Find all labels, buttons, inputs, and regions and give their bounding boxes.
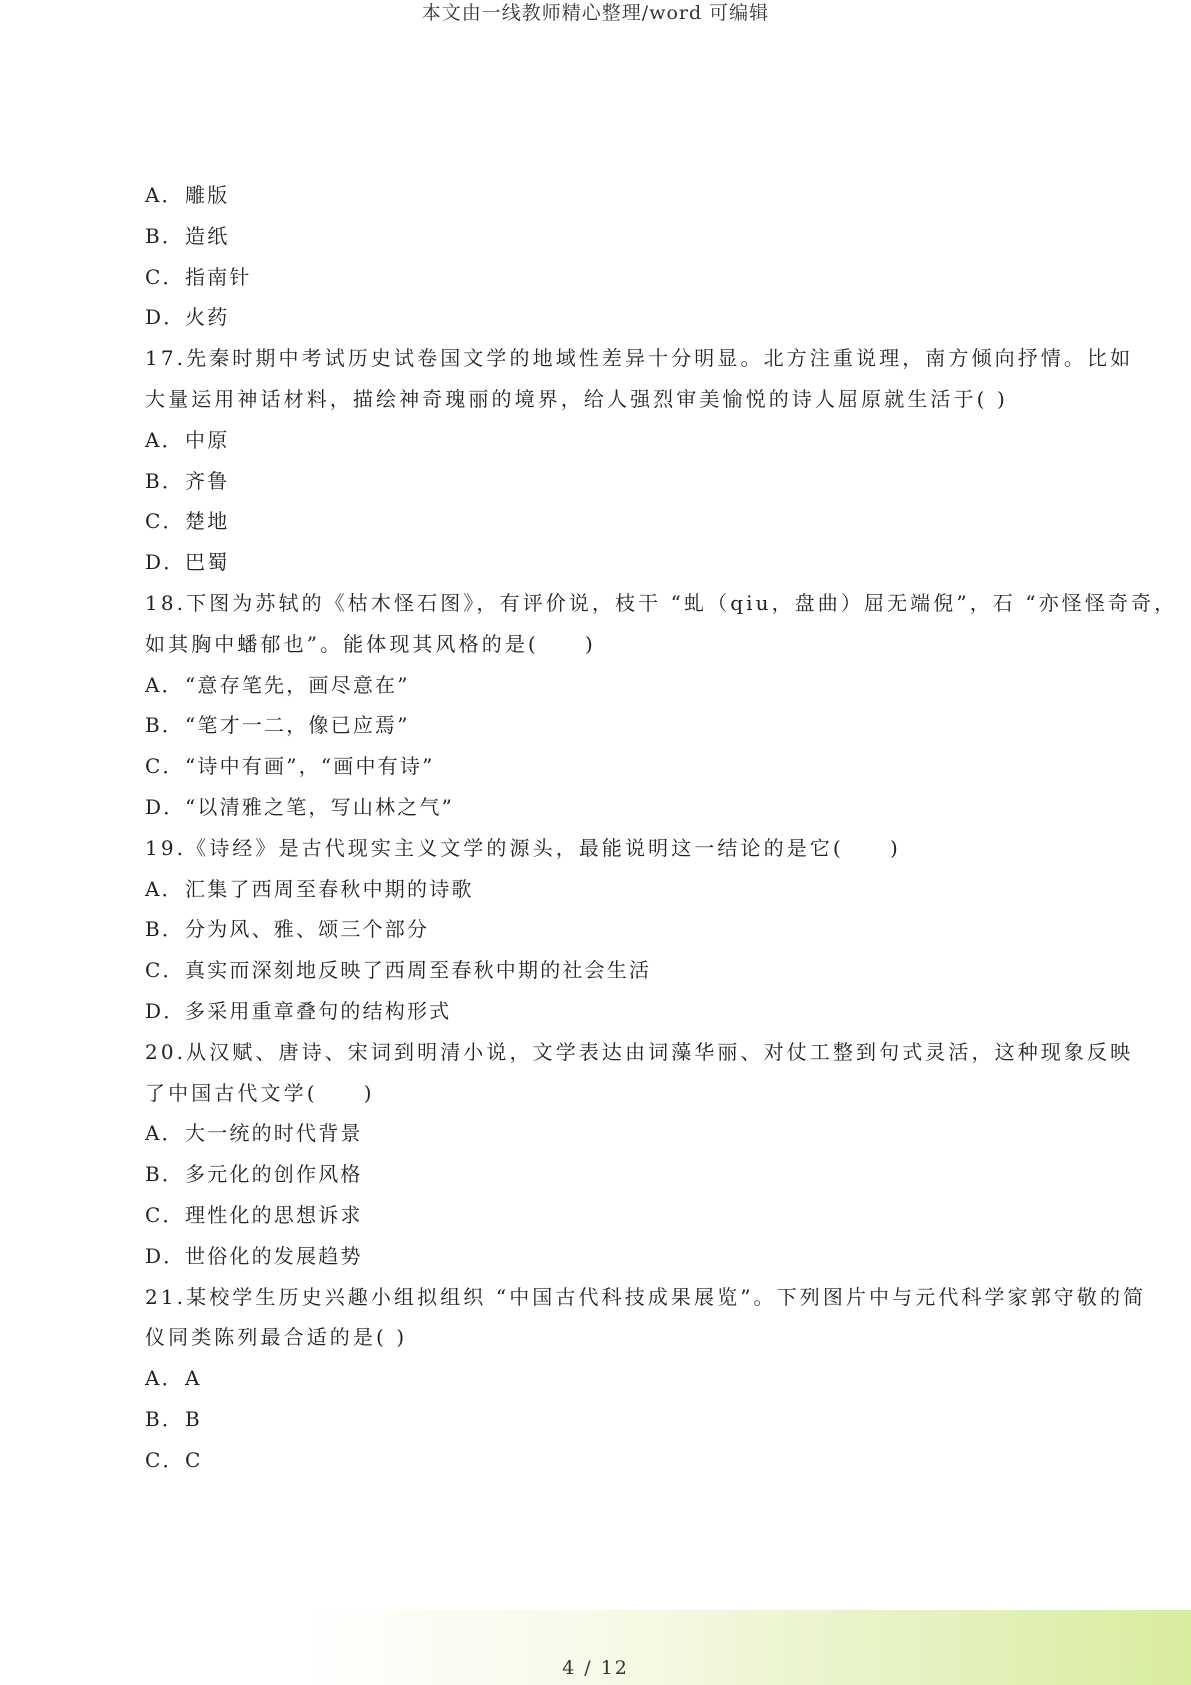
- option-text: 雕版: [185, 183, 230, 207]
- option-letter: B．: [145, 1406, 185, 1431]
- option-letter: B．: [145, 917, 185, 942]
- answer-option: [145, 1358, 1055, 1399]
- option-letter: D．: [145, 305, 186, 330]
- option-letter: B．: [145, 1162, 185, 1187]
- option-letter: D．: [145, 550, 186, 575]
- option-text: 分为风、雅、颂三个部分: [185, 917, 430, 942]
- answer-option: [145, 746, 1055, 787]
- option-letter: A．: [145, 1366, 184, 1391]
- option-letter: B．: [145, 468, 185, 493]
- option-text: “意存笔先，画尽意在”: [185, 672, 410, 697]
- option-text: 楚地: [185, 509, 230, 534]
- answer-option: [145, 991, 1055, 1032]
- question-stem: [145, 338, 1134, 420]
- option-text: C: [185, 1447, 203, 1472]
- document-body: [145, 175, 1178, 1481]
- answer-option: [145, 869, 1055, 910]
- option-text: 火药: [185, 305, 230, 330]
- answer-option: [145, 461, 1055, 502]
- option-letter: B．: [145, 713, 185, 738]
- question-line: 19.《诗经》是古代现实主义文学的源头，最能说明这一结论的是它( ): [145, 835, 901, 860]
- option-text: “以清雅之笔，写山林之气”: [185, 794, 455, 819]
- answer-option: [145, 175, 1055, 216]
- question-line: 如其胸中蟠郁也”。能体现其风格的是( ): [145, 631, 596, 656]
- option-letter: C．: [145, 1447, 185, 1472]
- answer-option: [145, 950, 1055, 991]
- answer-option: [145, 1236, 1055, 1277]
- question-line: 17.先秦时期中考试历史试卷国文学的地域性差异十分明显。北方注重说理，南方倾向抒情。比如: [145, 346, 1134, 371]
- option-text: 造纸: [185, 223, 230, 248]
- option-text: 巴蜀: [185, 550, 230, 575]
- option-text: A: [185, 1366, 202, 1391]
- option-letter: A．: [145, 876, 184, 901]
- option-letter: C．: [145, 509, 185, 534]
- answer-option: [145, 909, 1055, 950]
- option-letter: B．: [145, 223, 185, 248]
- answer-option: [145, 501, 1055, 542]
- option-letter: C．: [145, 754, 185, 779]
- question-stem: [145, 1277, 1147, 1359]
- option-text: 大一统的时代背景: [185, 1121, 363, 1146]
- question-line: 了中国古代文学( ): [145, 1080, 375, 1105]
- option-letter: A．: [145, 183, 184, 207]
- answer-option: [145, 787, 1055, 828]
- option-letter: A．: [145, 672, 184, 697]
- answer-option: [145, 1195, 1055, 1236]
- question-line: 大量运用神话材料，描绘神奇瑰丽的境界，给人强烈审美愉悦的诗人屈原就生活于( ): [145, 386, 1008, 411]
- option-text: 汇集了西周至春秋中期的诗歌: [185, 876, 474, 901]
- option-text: 真实而深刻地反映了西周至春秋中期的社会生活: [185, 958, 652, 983]
- answer-option: [145, 1154, 1055, 1195]
- answer-option: [145, 297, 1055, 338]
- option-text: B: [185, 1406, 202, 1431]
- answer-option: [145, 1399, 1055, 1440]
- option-text: “笔才一二，像已应焉”: [185, 713, 410, 738]
- question-line: 21.某校学生历史兴趣小组拟组织 “中国古代科技成果展览”。下列图片中与元代科学家郭守敬的简: [145, 1284, 1147, 1309]
- option-text: 指南针: [185, 264, 252, 289]
- option-letter: C．: [145, 1202, 185, 1227]
- option-text: 齐鲁: [185, 468, 230, 493]
- option-letter: C．: [145, 264, 185, 289]
- option-text: 多采用重章叠句的结构形式: [185, 998, 452, 1023]
- question-stem: [145, 828, 1055, 869]
- option-text: 理性化的思想诉求: [185, 1202, 363, 1227]
- header-text: 本文由一线教师精心整理/word 可编辑: [421, 2, 770, 24]
- page-header: [0, 0, 1191, 26]
- question-line: 20.从汉赋、唐诗、宋词到明清小说，文学表达由词藻华丽、对仗工整到句式灵活，这种现象反映: [145, 1039, 1134, 1064]
- answer-option: [145, 542, 1055, 583]
- answer-option: [145, 257, 1055, 298]
- option-letter: D．: [145, 998, 186, 1023]
- option-text: 世俗化的发展趋势: [185, 1243, 363, 1268]
- question-line: 仪同类陈列最合适的是( ): [145, 1325, 408, 1350]
- question-line: 18.下图为苏轼的《枯木怪石图》，有评价说，枝干 “虬（qiu，盘曲）屈无端倪”，石 “亦怪怪奇奇，: [145, 590, 1178, 615]
- option-letter: C．: [145, 958, 185, 983]
- option-text: 中原: [185, 427, 230, 452]
- answer-option: [145, 705, 1055, 746]
- question-stem: [145, 1032, 1134, 1114]
- answer-option: [145, 1440, 1055, 1481]
- answer-option: [145, 665, 1055, 706]
- option-text: 多元化的创作风格: [185, 1162, 363, 1187]
- option-letter: A．: [145, 427, 184, 452]
- answer-option: [145, 216, 1055, 257]
- page-number: 4 / 12: [562, 1657, 629, 1679]
- answer-option: [145, 1113, 1055, 1154]
- option-letter: D．: [145, 1243, 186, 1268]
- option-text: “诗中有画”，“画中有诗”: [185, 754, 435, 779]
- answer-option: [145, 420, 1055, 461]
- question-stem: [145, 583, 1178, 665]
- option-letter: A．: [145, 1121, 184, 1146]
- option-letter: D．: [145, 794, 186, 819]
